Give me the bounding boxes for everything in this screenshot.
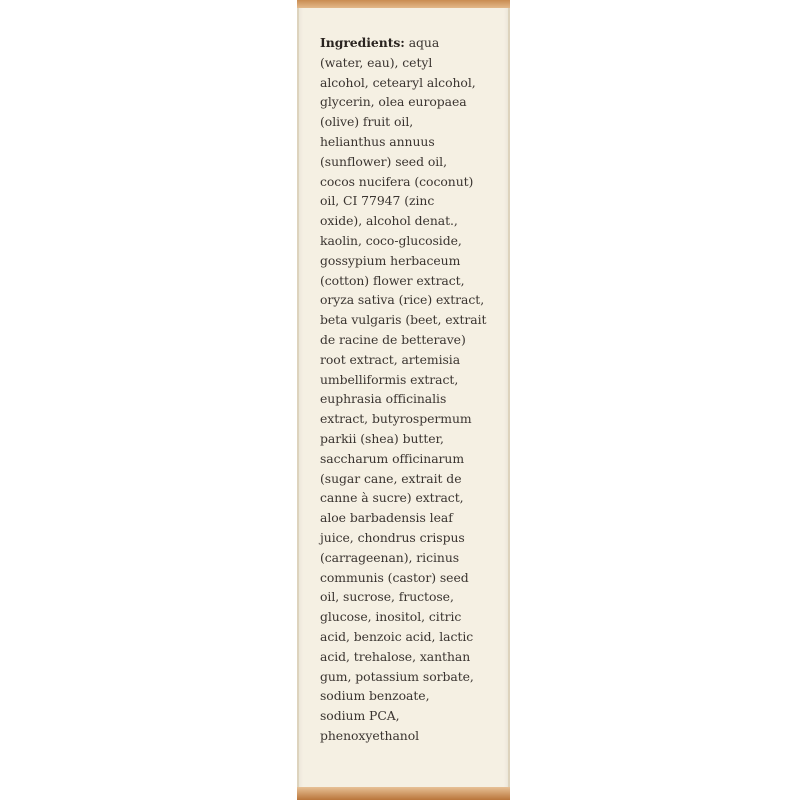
ingredients-line: gum, potassium sorbate, xyxy=(320,668,474,684)
ingredients-label: Ingredients: xyxy=(320,35,405,50)
ingredients-line: oil, CI 77947 (zinc xyxy=(320,193,435,209)
ingredients-line: aloe barbadensis leaf xyxy=(320,510,453,526)
ingredients-line: beta vulgaris (beet, extrait xyxy=(320,312,487,328)
ingredients-line: acid, benzoic acid, lactic xyxy=(320,628,474,644)
box-right-edge xyxy=(508,0,510,800)
ingredients-line: gossypium herbaceum xyxy=(320,252,461,268)
ingredients-line: kaolin, coco-glucoside, xyxy=(320,232,462,248)
ingredients-line: (cotton) flower extract, xyxy=(320,272,465,288)
ingredients-line: acid, trehalose, xanthan xyxy=(320,648,471,664)
ingredients-line: phenoxyethanol xyxy=(320,727,420,743)
ingredients-line: communis (castor) seed xyxy=(320,569,469,585)
ingredients-line: (carrageenan), ricinus xyxy=(320,549,460,565)
ingredients-line: (water, eau), cetyl xyxy=(320,54,433,70)
ingredients-line: sodium benzoate, xyxy=(320,688,430,704)
ingredients-line: juice, chondrus crispus xyxy=(320,529,465,545)
ingredients-line: (olive) fruit oil, xyxy=(320,114,414,130)
ingredients-line: sodium PCA, xyxy=(320,708,400,724)
ingredients-line: root extract, artemisia xyxy=(320,351,461,367)
ingredients-line: de racine de betterave) xyxy=(320,331,466,347)
ingredients-line: umbelliformis extract, xyxy=(320,371,459,387)
ingredients-line: extract, butyrospermum xyxy=(320,411,472,427)
ingredients-line: parkii (shea) butter, xyxy=(320,430,444,446)
ingredients-line: cocos nucifera (coconut) xyxy=(320,173,474,189)
ingredients-line: glycerin, olea europaea xyxy=(320,94,467,110)
box-top-edge xyxy=(297,0,510,8)
ingredients-line: glucose, inositol, citric xyxy=(320,609,462,625)
ingredients-line: helianthus annuus xyxy=(320,133,435,149)
ingredients-line: euphrasia officinalis xyxy=(320,391,447,407)
ingredients-line: canne à sucre) extract, xyxy=(320,490,464,506)
ingredients-line: (sugar cane, extrait de xyxy=(320,470,462,486)
ingredients-line: oxide), alcohol denat., xyxy=(320,213,458,229)
ingredients-line: saccharum officinarum xyxy=(320,450,465,466)
ingredients-line: oil, sucrose, fructose, xyxy=(320,589,454,605)
ingredients-list xyxy=(320,33,492,746)
ingredients-line: oryza sativa (rice) extract, xyxy=(320,292,485,308)
box-left-edge xyxy=(297,0,299,800)
ingredients-line: Ingredients: aqua xyxy=(320,35,440,50)
box-bottom-edge xyxy=(297,787,510,800)
ingredients-line: (sunflower) seed oil, xyxy=(320,153,447,169)
ingredients-line: alcohol, cetearyl alcohol, xyxy=(320,74,476,90)
